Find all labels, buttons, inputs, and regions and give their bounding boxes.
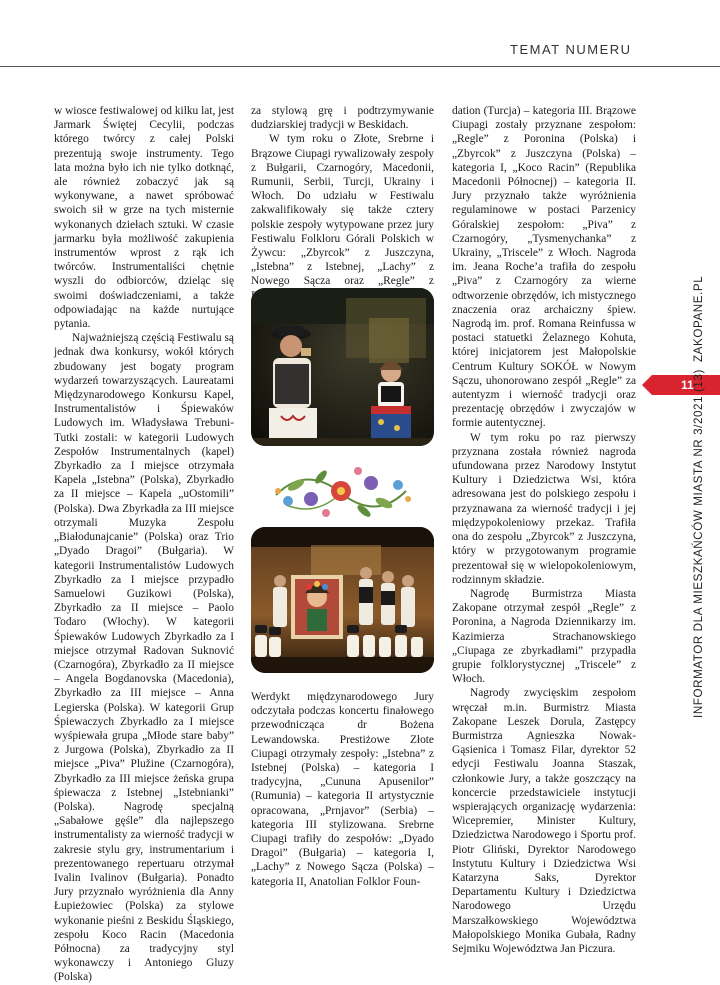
paragraph: dation (Turcja) – kategoria III. Brązowe Ciupagi zostały przyznane zespołom: „Regle” z Poronina (Polska) i „Zbyrcok” z Juszczyna (Polska) – kategoria I, „Koco Racin” (Republika Macedonii Północnej) – kategoria II. Jury przyznało także wyróżnienia regulaminowe w postaci Parzenicy Góralskiej zespołom: „Piva” z Czarnogóry, „Tysmenychanka” z Ukrainy, „Triscele” z Włoch. Nagroda im. Jeana Roche’a trafiła do zespołu „Piva” z Czarnogóry za wierne odtworzenie obrzędów, ich mistycznego znaczenia oraz archaiczny śpiew. Nagrodą im. prof. Romana Reinfussa w postaci statuetki Żelaznego Kohuta, której inicjatorem jest Małopolskie Centrum Kultury SOKÓŁ w Nowym Sączu, uhonorowano zespół „Regle” za autentyzm i wierność tradycji oraz prezentację obrzędów i zwyczajów w formie autentycznej. — [452, 105, 636, 430]
paragraph: W tym roku po raz pierwszy przyznana została również nagroda ufundowana przez Narodowy Instytut Kultury i Dziedzictwa Wsi, która adresowana jest do polskiego zespołu i przyznawana za wierność tradycji i jej międzypokoleniowy przekaz. Trafiła ona do zespołu „Zbyrcok” z Juszczyna, który w przygotowanym programie prezentował się w wielopokoleniowym, rodzinnym składzie. — [452, 431, 636, 586]
photo-musician-with-child — [251, 288, 434, 446]
side-publication-info: INFORMATOR DLA MIESZKAŃCÓW MIASTA NR 3/2021 (13) — [692, 369, 705, 718]
paragraph: W tym roku o Złote, Srebrne i Brązowe Ciupagi rywalizowały zespoły z Bułgarii, Czarnogóry, Macedonii, Rumunii, Serbii, Turcji, Ukrainy i Włoch. Do udziału w Festiwalu zakwalifikowały się także cztery polskie zespoły wytypowane przez jury Festiwalu Folkloru Górali Polskich w Żywcu: „Zbyrcok” z Juszczyna, „Istebna” z Istebnej, „Lachy” z Nowego Sącza oraz „Regle” z — [251, 133, 434, 288]
floral-ornament-graphic — [266, 455, 416, 525]
paragraph: w wiosce festiwalowej od kilku lat, jest Jarmark Świętej Cecylii, podczas którego twórcy z całej Polski prezentują swoje instrumenty. Tego lata można było ich nie tylko dotknąć, ale również zobaczyć jak są wykonywane, a nawet spróbować swoich sił w grze na tych misternie wykonanych dziełach sztuki. W czasie jarmarku była możliwość zakupienia instrumentów wprost z rąk ich twórców. Instrumentaliści chętnie wyszli do odbiorców, dzieląc się swoimi doświadczeniami, a także odpowiadając na każde nurtujące pytania. — [54, 105, 234, 331]
paragraph: Werdykt międzynarodowego Jury odczytała podczas koncertu finałowego przewodnicząca dr Bożena Lewandowska. Prestiżowe Złote Ciupagi otrzymały zespoły: „Istebna” z Istebnej (Polska) – kategoria I tradycyjna, „Cununa Apusenilor” (Rumunia) – kategoria II artystycznie opracowana, „Prnjavor” (Serbia) – kategoria III stylizowana. Srebrne Ciupagi trafiły do zespołów: „Dyado Dragoi” (Bułgaria) – kategoria I, „Lachy” z Nowego Sącza (Polska) – kategoria II, Anatolian Folklor Foun- — [251, 691, 434, 888]
paragraph: Nagrody zwycięskim zespołom wręczał m.in. Burmistrz Miasta Zakopane Leszek Dorula, Zastępcy Burmistrza Agnieszka Nowak-Gąsienica i Tomasz Filar, dyrektor 52 edycji Festiwalu Joanna Staszak, członkowie Jury, a także goszczący na koncercie przedstawiciele instytucji wspierających organizację wydarzenia: Wicepremier, Minister Kultury, Dziedzictwa Narodowego i Sportu prof. Piotr Gliński, Dyrektor Narodowego Instytutu Kultury i Dziedzictwa Wsi Katarzyna Saks, Dyrektor Departamentu Kultury i Dziedzictwa Narodowego Urzędu Marszałkowskiego Województwa Małopolskiego Monika Gubała, Radny Sejmiku Województwa Jan Piczura. — [452, 687, 636, 955]
page-tab-arrow-icon — [642, 375, 652, 395]
section-header: TEMAT NUMERU — [510, 42, 632, 57]
column-1 — [54, 104, 234, 985]
paragraph: Najważniejszą częścią Festiwalu są jednak dwa konkursy, wokół których zbudowany jest bogaty program wydarzeń towarzyszących. Laureatami Międzynarodowego Konkursu Kapel, Instrumentalistów i Śpiewaków Ludowych im. Władysława Trebuni-Tutki zostali: w kategorii Ludowych Zespołów Instrumentalnych (kapel) Zbyrkadło za I miejsce otrzymała Kapela „Istebna” (Polska), Zbyrkadło za II miejsce – Kapela „uOstomili” (Polska). Dwa Zbyrkadła za III miejsce otrzymali Muzyka Zespołu „Białodunajcanie” (Polska) oraz Trio „Dyado Dragoi” (Bułgaria). W kategorii Instrumentalistów Ludowych Zbyrkadło za I miejsce przypadło Samuelowi Guzikowi (Polska), Zbyrkadło za II miejsce – Paolo Todaro (Włochy). W kategorii Śpiewaków Ludowych Zbyrkadło za I miejsce otrzymał Radovan Suknović (Czarnogóra), Zbyrkadło za II miejsce – Angela Bogdanovska (Macedonia), Zbyrkadło za III miejsce – Anna Legierska (Polska). W kategorii Grup Śpiewaczych Zbyrkadło za I miejsce wyśpiewała grupa „Młode stare baby” z Jurgowa (Polska), Zbyrkadło za II miejsce „Piva” Plužine (Czarnogóra), Zbyrkadło za III miejsce żeńska grupa śpiewacza z Istebnej „Istebnianki” (Polska). Nagrodę specjalną „Sabałowe gęśle” dla najlepszego instrumentalisty za wierność tradycji w zakresie stylu gry, instrumentarium i prezentowanego repertuaru otrzymał Ivalin Ivalinov (Bułgaria). Ponadto Jury przyznało wyróżnienia dla Anny Łupieżowiec (Polska) za stylowe wykonanie pieśni z Beskidu Śląskiego, zespołu Koco Racin (Macedonia Północna) za tradycyjny styl wykonawczy i Antoniego Gluzy (Polska) — [54, 332, 234, 984]
column-3 — [452, 104, 636, 956]
paragraph: za stylową grę i podtrzymywanie dudziarskiej tradycji w Beskidach. — [251, 105, 434, 132]
column-2-top — [251, 104, 434, 303]
page-number: 11 — [681, 378, 694, 392]
photo-ceremony-graphic — [251, 527, 434, 673]
photo-musician-graphic — [251, 288, 434, 446]
column-2-bottom — [251, 690, 434, 889]
side-site-url: ZAKOPANE.PL — [692, 275, 705, 362]
paragraph: Nagrodę Burmistrza Miasta Zakopane otrzymał zespół „Regle” z Poronina, a Nagroda Dziennikarzy im. Kazimierza Strachanowskiego „Ciupaga ze zbyrkadłami” przypadła grupie folklorystycznej „Triscele” z Włoch. — [452, 587, 636, 686]
photo-award-ceremony — [251, 527, 434, 673]
floral-ornament-icon — [266, 455, 416, 525]
header-rule — [0, 66, 720, 67]
